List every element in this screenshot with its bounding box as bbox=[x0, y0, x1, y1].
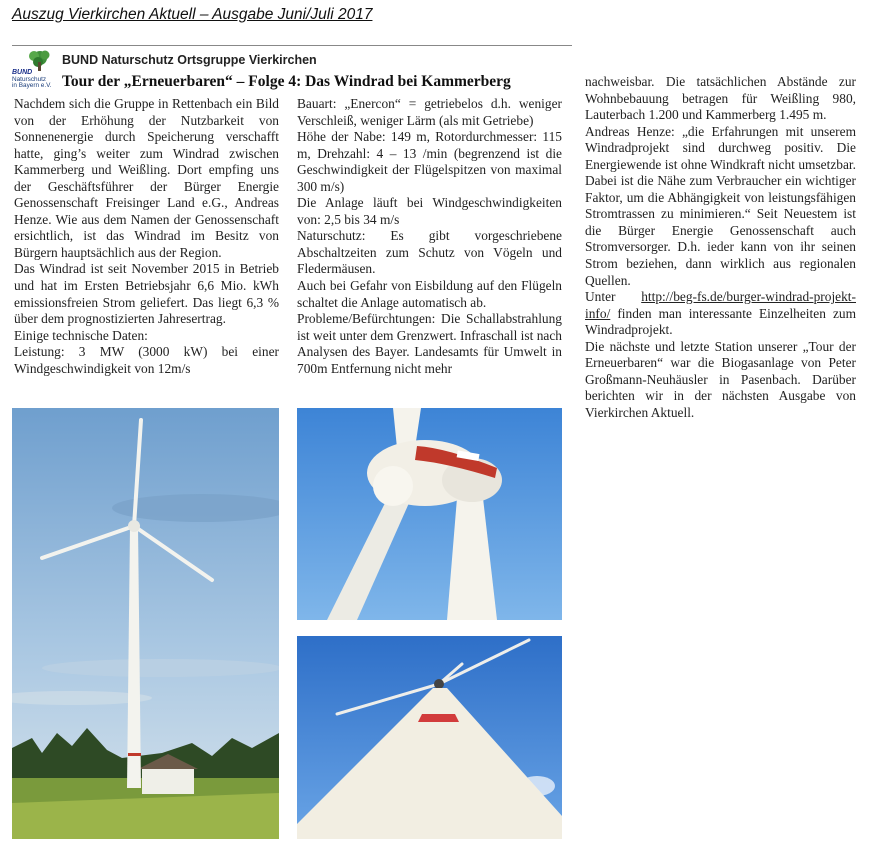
paragraph: nachweisbar. Die tatsächlichen Abstände zur Wohnbebauung betragen für Weißling 980, Lauterbach 1.200 und Kammerberg 1.495 m. bbox=[585, 74, 856, 123]
text: finden man interessante Einzelheiten zum Windradprojekt. bbox=[585, 305, 856, 338]
text: Unter bbox=[585, 289, 642, 305]
paragraph: Die Anlage läuft bei Windgeschwindigkeiten von: 2,5 bis 34 m/s bbox=[297, 195, 562, 227]
article-column-1 bbox=[14, 96, 279, 377]
bund-logo bbox=[12, 50, 54, 92]
article-column-3 bbox=[585, 74, 856, 421]
paragraph: Naturschutz: Es gibt vorgeschriebene Abschaltzeiten zum Schutz von Vögeln und Fledermäusen. bbox=[297, 228, 562, 277]
paragraph: Probleme/Befürchtungen: Die Schallabstrahlung ist weit unter dem Grenzwert. Infraschall ist nach Analysen des Bayer. Landesamts für Umwelt in 700m Entfernung nicht mehr bbox=[297, 311, 562, 376]
paragraph: Das Windrad ist seit November 2015 in Betrieb und hat im Ersten Betriebsjahr 6,6 Mio. kWh emissionsfreien Strom geliefert. Das liegt 6,3 % über dem prognostizierten Jahresertrag. bbox=[14, 261, 279, 327]
logo-line-naturschutz: Naturschutz bbox=[12, 75, 47, 83]
paragraph: Auch bei Gefahr von Eisbildung auf den Flügeln schaltet die Anlage automatisch ab. bbox=[297, 278, 562, 310]
paragraph: Nachdem sich die Gruppe in Rettenbach ein Bild von der Erhöhung der Nutzbarkeit von Sonnenenergie durch Speicherung verschafft hatte, ging’s weiter zum Windrad zwischen Kammerberg und Weißling. Dort empfing uns der Geschäftsführer der Bürger Energie Genossenschaft Freisinger Land e.G., Andreas Henze. Wie aus dem Namen der Genossenschaft ersichtlich, ist das Windrad im Besitz von Bürgern hauptsächlich aus der Region. bbox=[14, 96, 279, 260]
turbine-tower-upward-photo bbox=[297, 636, 562, 839]
paragraph: Die nächste und letzte Station unserer „Tour der Erneuerbaren“ war die Biogasanlage von Peter Großmann-Neuhäusler in Pasenbach. Darüber berichten wir in der nächsten Ausgabe von Vierkirchen Aktuell. bbox=[585, 338, 856, 420]
paragraph: Bauart: „Enercon“ = getriebelos d.h. weniger Verschleiß, weniger Lärm (als mit Getriebe) bbox=[297, 96, 562, 128]
turbine-nacelle-photo bbox=[297, 408, 562, 620]
article-headline: Tour der „Erneuerbaren“ – Folge 4: Das Windrad bei Kammerberg bbox=[62, 73, 511, 90]
paragraph: Leistung: 3 MW (3000 kW) bei einer Windgeschwindigkeit von 12m/s bbox=[14, 344, 279, 376]
paragraph: Andreas Henze: „die Erfahrungen mit unserem Windradprojekt sind durchweg positiv. Die Energiewende ist ohne Windkraft nicht umsetzbar. Dabei ist die Nähe zum Verbraucher ein wichtiger Faktor, um die Abhängigkeit von leistungsfähigen Stromtrassen zu minimieren.“ Seit Neuestem ist die Bürger Energie Genossenschaft auch Stromversorger. D.h. ieder kann von ihr seinen Strom beziehen, dann wirklich aus regionalen Quellen. bbox=[585, 123, 856, 288]
article-column-2 bbox=[297, 96, 562, 377]
wind-turbine-landscape-photo bbox=[12, 408, 279, 839]
header-rule bbox=[12, 45, 572, 46]
paragraph bbox=[585, 289, 856, 339]
logo-line-bayern: in Bayern e.V. bbox=[12, 82, 52, 90]
logo-text bbox=[12, 70, 56, 90]
project-info-link[interactable]: http://beg-fs.de/burger-windrad-projekt-info/ bbox=[585, 289, 856, 321]
org-name: BUND Naturschutz Ortsgruppe Vierkirchen bbox=[62, 53, 317, 67]
excerpt-title: Auszug Vierkirchen Aktuell – Ausgabe Juni/Juli 2017 bbox=[12, 6, 373, 23]
paragraph: Höhe der Nabe: 149 m, Rotordurchmesser: 115 m, Drehzahl: 4 – 13 /min (begrenzend ist die Geschwindigkeit der Flügelspitzen von maximal 300 m/s) bbox=[297, 129, 562, 194]
logo-line-bund: BUND bbox=[12, 69, 33, 76]
paragraph: Einige technische Daten: bbox=[14, 327, 148, 343]
